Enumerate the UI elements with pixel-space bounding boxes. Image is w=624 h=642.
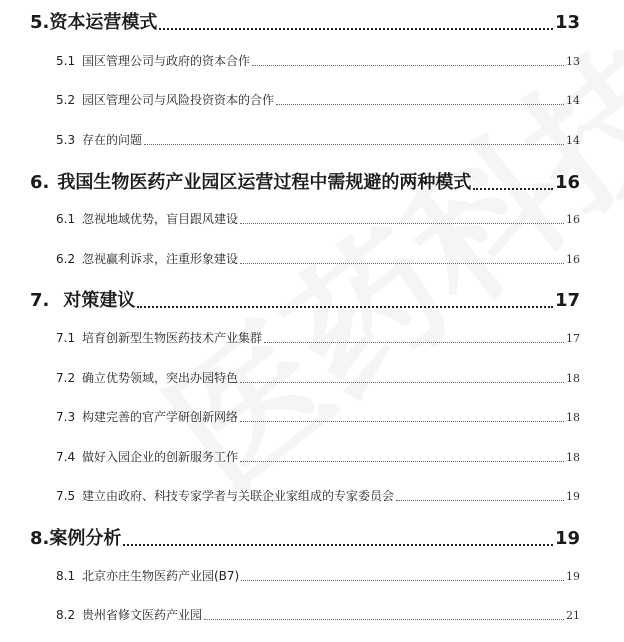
toc-item-title: 构建完善的官产学研创新网络 — [82, 410, 239, 424]
toc-item-number: 5.2 — [56, 93, 76, 107]
toc-item-number: 7.3 — [56, 410, 76, 424]
toc-item-number: 5.3 — [56, 133, 76, 147]
toc-leader-dots — [396, 500, 564, 501]
toc-item-5-2[interactable] — [56, 91, 580, 108]
toc-item-8-1[interactable] — [56, 567, 580, 584]
toc-item-7-4[interactable] — [56, 448, 580, 465]
toc-leader-dots — [473, 188, 553, 190]
toc-item-title: 建立由政府、科技专家学者与关联企业家组成的专家委员会 — [82, 489, 395, 503]
toc-heading-title: 我国生物医药产业园区运营过程中需规避的两种模式 — [57, 172, 472, 193]
toc-item-page: 21 — [566, 609, 580, 622]
toc-heading-page: 19 — [554, 528, 580, 549]
toc-leader-dots — [123, 544, 553, 546]
toc-item-number: 8.2 — [56, 608, 76, 622]
toc-leader-dots — [252, 65, 564, 66]
toc-item-title: 国区管理公司与政府的资本合作 — [82, 54, 251, 68]
toc-leader-dots — [137, 306, 553, 308]
toc-item-page: 18 — [566, 411, 580, 424]
toc-item-number: 7.1 — [56, 331, 76, 345]
toc-item-7-2[interactable] — [56, 369, 580, 386]
toc-heading-6[interactable] — [30, 168, 580, 194]
toc-item-8-2[interactable] — [56, 606, 580, 623]
toc-heading-number: 5. — [30, 12, 50, 33]
toc-item-page: 19 — [566, 490, 580, 503]
toc-leader-dots — [276, 104, 564, 105]
toc-item-number: 6.1 — [56, 212, 76, 226]
toc-item-page: 16 — [566, 253, 580, 266]
toc-item-number: 7.2 — [56, 371, 76, 385]
toc-item-6-2[interactable] — [56, 250, 580, 267]
toc-heading-page: 16 — [554, 172, 580, 193]
toc-heading-5[interactable] — [30, 8, 580, 34]
toc-leader-dots — [159, 28, 553, 30]
toc-item-title: 确立优势领域，突出办园特色 — [82, 371, 239, 385]
toc-heading-7[interactable] — [30, 286, 580, 312]
toc-item-title: 培育创新型生物医药技术产业集群 — [82, 331, 263, 345]
toc-heading-number: 7. — [30, 290, 50, 311]
toc-heading-title: 对策建议 — [63, 290, 136, 311]
toc-heading-8[interactable] — [30, 524, 580, 550]
toc-leader-dots — [240, 223, 564, 224]
toc-item-page: 14 — [566, 134, 580, 147]
toc-heading-title: 资本运营模式 — [49, 12, 158, 33]
toc-item-title: 北京亦庄生物医药产业园(B7) — [82, 569, 240, 583]
toc-item-number: 5.1 — [56, 54, 76, 68]
toc-heading-title: 案例分析 — [49, 528, 122, 549]
toc-item-6-1[interactable] — [56, 210, 580, 227]
toc-item-page: 16 — [566, 213, 580, 226]
toc-heading-page: 13 — [554, 12, 580, 33]
toc-item-number: 8.1 — [56, 569, 76, 583]
toc-leader-dots — [240, 461, 564, 462]
toc-item-number: 7.4 — [56, 450, 76, 464]
toc-leader-dots — [240, 421, 564, 422]
toc-item-7-3[interactable] — [56, 408, 580, 425]
toc-item-title: 做好入园企业的创新服务工作 — [82, 450, 239, 464]
toc-item-number: 6.2 — [56, 252, 76, 266]
toc-item-title: 园区管理公司与风险投资资本的合作 — [82, 93, 275, 107]
toc-item-title: 存在的问题 — [82, 133, 143, 147]
toc-heading-page: 17 — [554, 290, 580, 311]
toc-leader-dots — [204, 619, 564, 620]
toc-item-title: 忽视地域优势，盲目跟风建设 — [82, 212, 239, 226]
toc-heading-number: 6. — [30, 172, 50, 193]
toc-item-number: 7.5 — [56, 489, 76, 503]
toc-item-5-3[interactable] — [56, 131, 580, 148]
toc-item-title: 忽视赢利诉求，注重形象建设 — [82, 252, 239, 266]
toc-leader-dots — [240, 263, 564, 264]
toc-item-page: 13 — [566, 55, 580, 68]
toc-item-title: 贵州省修文医药产业园 — [82, 608, 203, 622]
toc-heading-number: 8. — [30, 528, 50, 549]
toc-item-7-1[interactable] — [56, 329, 580, 346]
toc-item-page: 17 — [566, 332, 580, 345]
toc-item-page: 14 — [566, 94, 580, 107]
toc-item-page: 18 — [566, 451, 580, 464]
toc-leader-dots — [241, 580, 564, 581]
toc-leader-dots — [240, 382, 564, 383]
toc-item-page: 18 — [566, 372, 580, 385]
toc-item-5-1[interactable] — [56, 52, 580, 69]
toc-leader-dots — [264, 342, 564, 343]
toc-item-page: 19 — [566, 570, 580, 583]
toc-leader-dots — [144, 144, 564, 145]
toc-item-7-5[interactable] — [56, 487, 580, 504]
